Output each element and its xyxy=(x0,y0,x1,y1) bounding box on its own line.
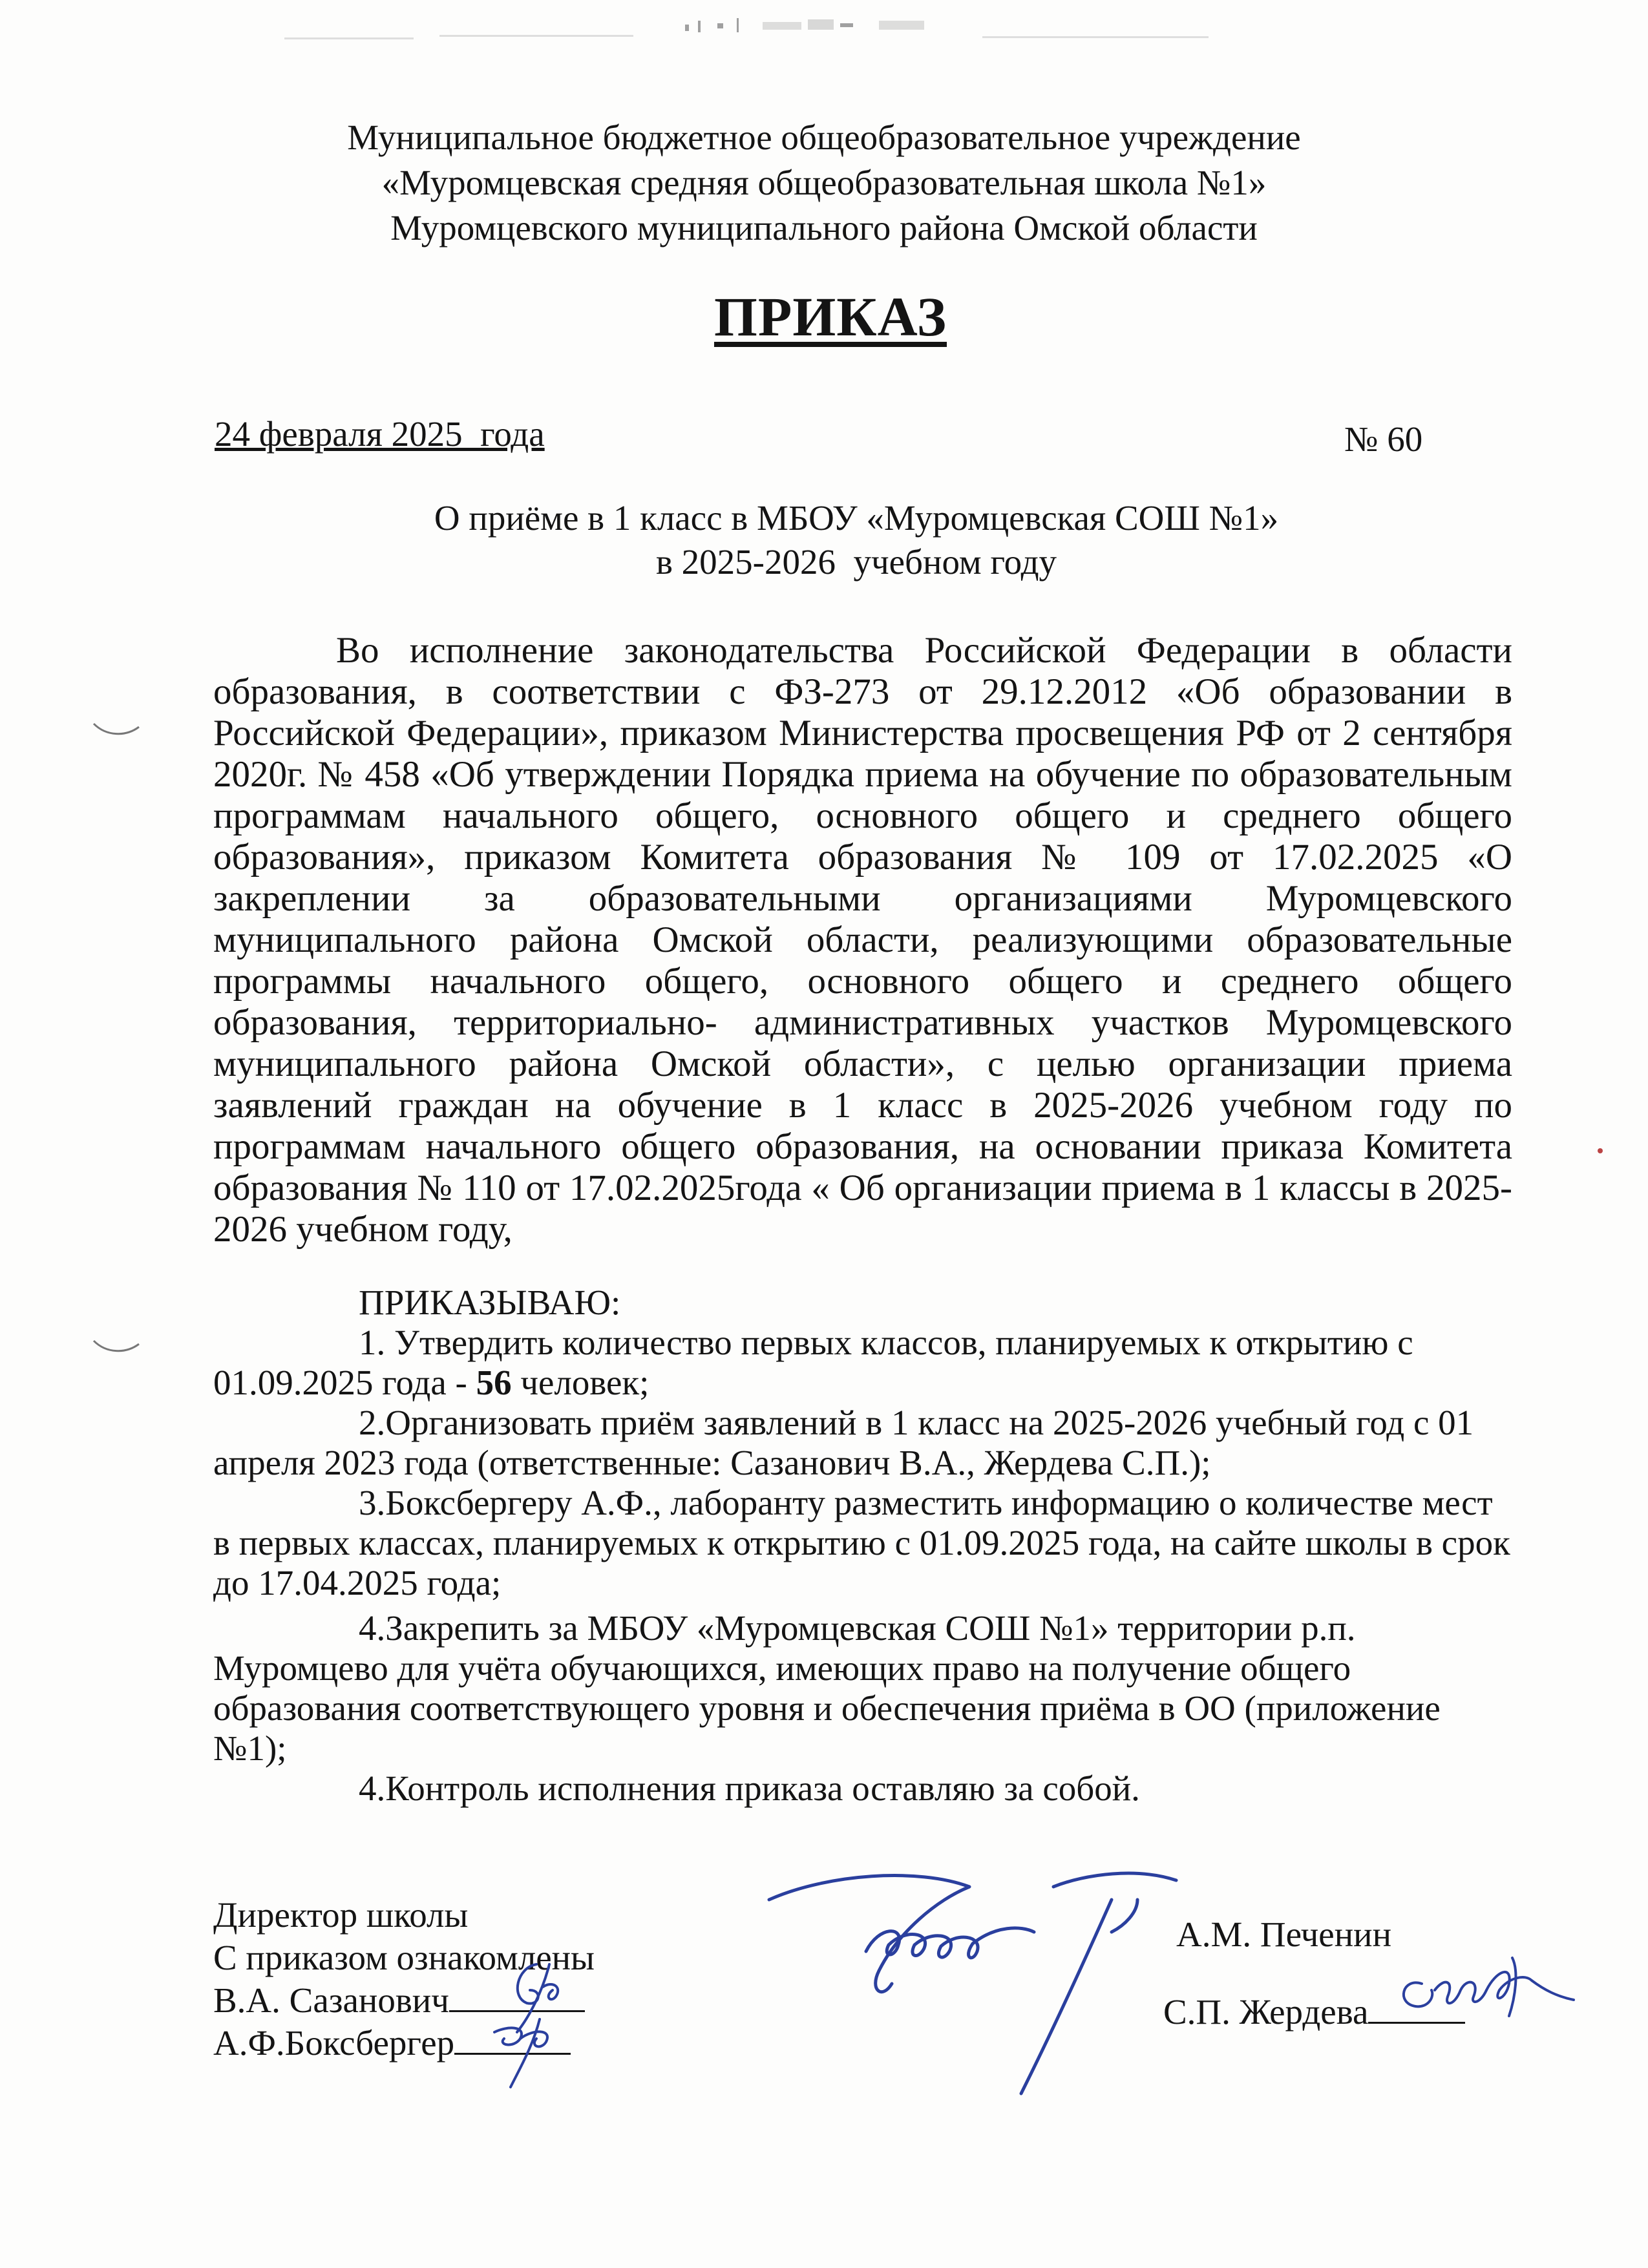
zherdeva-signature-icon xyxy=(1383,1945,1577,2029)
signer-sazanovich-name: В.А. Сазанович xyxy=(213,1980,449,2020)
order-item-1-suffix: человек; xyxy=(511,1363,650,1402)
order-item-2: 2.Организовать приём заявлений в 1 класс на 2025-2026 учебный год с 01 апреля 2023 года (ответственные: Сазанович В.А., Жердева С.П.); xyxy=(213,1403,1474,1482)
header-line-1: Муниципальное бюджетное общеобразовательное учреждение xyxy=(347,118,1301,157)
scan-artifact xyxy=(271,12,1241,50)
order-number: № 60 xyxy=(1344,419,1423,459)
preamble-block xyxy=(213,630,1512,1250)
order-items xyxy=(213,1283,1512,1809)
preamble-text: Во исполнение законодательства Российской Федерации в области образования, в соответствии с ФЗ-273 от 29.12.2012 «Об образовании в Российской Федерации», приказом Министерства просвещения РФ от 2 сентября 2020г. № 458 «Об утверждении Порядка приема на обучение по образовательным программам начального общего, основного общего и среднего общего образования», приказом Комитета образования № 109 от 17.02.2025 «О закреплении за образовательными организациями Муромцевского муниципального района Омской области, реализующими образовательные программы начального общего, основного общего и среднего общего образования, территориально- административных участков Муромцевского муниципального района Омской области», с целью организации приема заявлений граждан на обучение в 1 класс в 2025-2026 учебном году по программам начального общего образования, на основании приказа Комитета образования № 110 от 17.02.2025года « Об организации приема в 1 классы в 2025-2026 учебном году, xyxy=(213,630,1512,1250)
director-label: Директор школы xyxy=(213,1895,469,1935)
order-word: ПРИКАЗЫВАЮ: xyxy=(359,1283,621,1322)
header-line-2: «Муромцевская средняя общеобразовательная школа №1» xyxy=(381,163,1267,202)
order-item-1-count: 56 xyxy=(476,1363,512,1402)
subject-line-2: в 2025-2026 учебном году xyxy=(655,542,1057,582)
order-date: 24 февраля 2025 года xyxy=(215,414,545,454)
order-item-4: 4.Закрепить за МБОУ «Муромцевская СОШ №1» территории р.п. Муромцево для учёта обучающихся, имеющих право на получение общего образования соответствующего уровня и обеспечения приёма в ОО (приложение №1); xyxy=(213,1608,1441,1768)
header-line-3: Муромцевского муниципального района Омской области xyxy=(390,208,1258,247)
order-item-5: 4.Контроль исполнения приказа оставляю за собой. xyxy=(359,1769,1140,1808)
speck-mark-icon xyxy=(1596,1147,1604,1155)
punch-hole-mark-icon xyxy=(90,717,142,743)
punch-hole-mark-icon xyxy=(90,1334,142,1360)
order-item-1 xyxy=(213,1323,1512,1403)
document-title: ПРИКАЗ xyxy=(713,286,947,348)
signer-boksberger-name: А.Ф.Боксбергер xyxy=(213,2023,455,2063)
order-item-3: 3.Боксбергеру А.Ф., лаборанту разместить информацию о количестве мест в первых классах, планируемых к открытию с 01.09.2025 года, на сайте школы в срок до 17.04.2025 года; xyxy=(213,1483,1510,1602)
boksberger-signature-icon xyxy=(475,2013,578,2090)
signer-zherdeva-name: С.П. Жердева xyxy=(1163,1992,1369,2032)
order-subject xyxy=(194,496,1519,584)
director-name: А.М. Печенин xyxy=(1176,1915,1392,1954)
institution-header xyxy=(194,115,1454,251)
acquainted-label: С приказом ознакомлены xyxy=(213,1938,595,1977)
order-item-1-text: 1. Утвердить количество первых классов, планируемых к открытию с 01.09.2025 года - xyxy=(213,1323,1413,1402)
subject-line-1: О приёме в 1 класс в МБОУ «Муромцевская СОШ №1» xyxy=(434,498,1279,538)
director-signature-icon xyxy=(750,1861,1215,2106)
